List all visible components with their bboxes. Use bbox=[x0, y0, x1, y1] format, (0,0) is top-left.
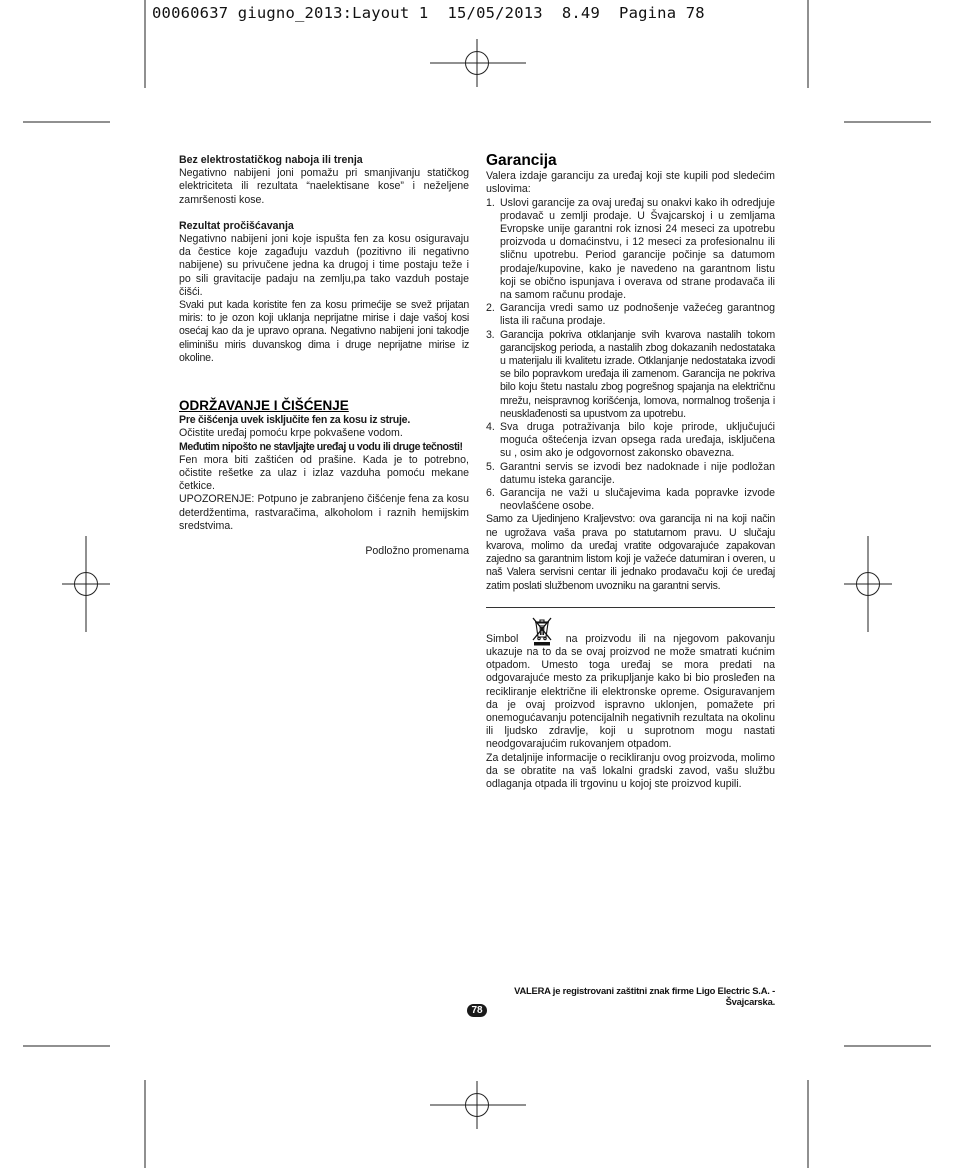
list-item: 6. Garancija ne važi u slučajevima kada popravke izvode neovlašćene osobe. bbox=[486, 487, 775, 513]
list-item: 3. Garancija pokriva otklanjanje svih kvarova nastalih tokom garancijskog perioda, a nastalih zbog dokazanih nedostataka u materijalu ili kvalitetu izrade. Otklanjanje nedostataka izvodi se bilo popravkom uređaja ili zamenom. Garancija ne pokriva bilo koju štetu nastalu zbog pogrešnog spajanja na električnu mrežu, neispravnog korišćenja, lomova, normalnog trošenja i neusklađenosti sa upustvom za upotrebu. bbox=[486, 328, 775, 420]
uk-guarantee-paragraph: Samo za Ujedinjeno Kraljevstvo: ova garancija ni na koji način ne ugrožava vaša prava po statutarnom pravu. U slučaju kvarova, molimo da uređaj vratite odgovarajuće zapakovan zajedno sa garantnim listom koji je važeće datumiran i overen, u naš Valera servisni centar ili jednako prodavaču koji će uređaj zatim poslati službenom uvozniku na garantni servis. bbox=[486, 513, 775, 592]
list-item: 5. Garantni servis se izvodi bez nadoknade i nije podložan datumu isteka garancije. bbox=[486, 460, 775, 486]
trademark-footer: VALERA je registrovani zaštitni znak firme Ligo Electric S.A. - Švajcarska. bbox=[514, 985, 775, 1007]
list-item: 1. Uslovi garancije za ovaj uređaj su onakvi kako ih odredjuje prodavač u zemlji prodaje. U Švajcarskoj i u zemljama Evropske unije garantni rok iznosi 24 meseci za upotrebu proizvoda u domaćinstvu, i 12 meseci za profesionalnu ili sličnu upotrebu. Period garancije počinje sa datumom prodaje/kupovine, kako je navedeno na garantnom listu koji se obično ispunjava i overava od strane prodavača ili na samom računu prodaje. bbox=[486, 196, 775, 302]
paragraph-purification-2: Svaki put kada koristite fen za kosu primećije se svež prijatan miris: to je ozon koji uklanja neprijatne mirise i daje vašoj kosi osećaj kao da je upravo oprana. Negativno nabijeni joni takodje eliminišu miris duvanskog dima i druge neprijatne mirise iz okoline. bbox=[179, 299, 469, 364]
subject-to-change-note: Podložno promenama bbox=[365, 545, 469, 558]
recycling-info-paragraph: Za detaljnije informacije o recikliranju ovog proizvoda, molimo da se obratite na vaš lokalni gradski zavod, vašu službu odlaganja otpada ili trgovinu u kojoj ste proizvod kupili. bbox=[486, 751, 775, 790]
registration-mark-right bbox=[844, 536, 892, 632]
guarantee-title: Garancija bbox=[486, 152, 557, 169]
page-number-badge: 78 bbox=[467, 1004, 487, 1017]
maintenance-text-warning: UPOZORENJE: Potpuno je zabranjeno čišćenje fena za kosu deterdžentima, rastvaračima, alkoholom i raznih hemijskim sredstvima. bbox=[179, 493, 469, 532]
weee-text: na proizvodu ili na njegovom pakovanju ukazuje na to da se ovaj proizvod ne može smatrati kućnim otpadom. Umesto toga uređaj se mora predati na odgovarajuće mesto za prikupljanje kako bi bio prosleđen na recikliranje električne ili elektronske opreme. Osiguravanjem da je ovaj proizvod ispravno uklonjen, pomažete pri onemogućavanju potencijalnih negativnih rezultata na okolinu ili ljudsko zdravlje, koji u suprotnom mogu nastati neodgovarajućim rukovanjem otpadom. bbox=[486, 632, 775, 751]
section-divider bbox=[486, 607, 775, 608]
section-title-maintenance: ODRŽAVANJE I ČIŠĆENJE bbox=[179, 398, 349, 414]
maintenance-warning-water: Međutim nipošto ne stavljajte uređaj u vodu ili druge tečnosti! bbox=[179, 440, 463, 453]
maintenance-text-clean: Očistite uređaj pomoću krpe pokvašene vodom. bbox=[179, 427, 403, 440]
simbol-word: Simbol bbox=[486, 632, 519, 645]
maintenance-text-dust: Fen mora biti zaštićen od prašine. Kada je to potrebno, očistite rešetke za ulaz i izlaz vazduha pomoću mekane četkice. bbox=[179, 453, 469, 493]
paragraph-purification-1: Negativno nabijeni joni koje ispušta fen za kosu osiguravaju da čestice koje zagađuju vazduh (pozitivno ili negativno nabijene) su privučene jedna ka drugoj i time postaju teže i po sili gravitacije padaju na zemlju,pa tako vazduh postaje čišći. bbox=[179, 233, 469, 298]
left-column bbox=[179, 154, 469, 569]
registration-mark-top bbox=[430, 39, 526, 87]
guarantee-intro: Valera izdaje garanciju za uređaj koji ste kupili pod sledećim uslovima: bbox=[486, 170, 775, 196]
weee-paragraph bbox=[486, 616, 775, 752]
guarantee-conditions-list bbox=[486, 197, 775, 514]
section-heading-purification: Rezultat pročišćavanja bbox=[179, 219, 294, 232]
registration-mark-left bbox=[62, 536, 110, 632]
crossed-out-bin-icon bbox=[530, 616, 554, 646]
registration-mark-bottom bbox=[430, 1081, 526, 1129]
list-item: 2. Garancija vredi samo uz podnošenje važećeg garantnog lista ili računa prodaje. bbox=[486, 302, 775, 328]
list-item: 4. Sva druga potraživanja bilo koje prirode, uključujući moguća oštećenja izvan opsega rada uređaja, isključena su , osim ako je odgovornost zakonsko obavezna. bbox=[486, 421, 775, 460]
section-heading-electrostatic: Bez elektrostatičkog naboja ili trenja bbox=[179, 154, 363, 166]
print-slug-line: 00060637 giugno_2013:Layout 1 15/05/2013 8.49 Pagina 78 bbox=[152, 4, 705, 22]
maintenance-warning-unplug: Pre čišćenja uvek isključite fen za kosu iz struje. bbox=[179, 414, 411, 427]
paragraph-electrostatic: Negativno nabijeni joni pomažu pri smanjivanju statičkog elektriciteta ili rezultata “naelektisane kose” i neželjene zamršenosti kose. bbox=[179, 167, 469, 206]
right-column bbox=[486, 154, 775, 791]
